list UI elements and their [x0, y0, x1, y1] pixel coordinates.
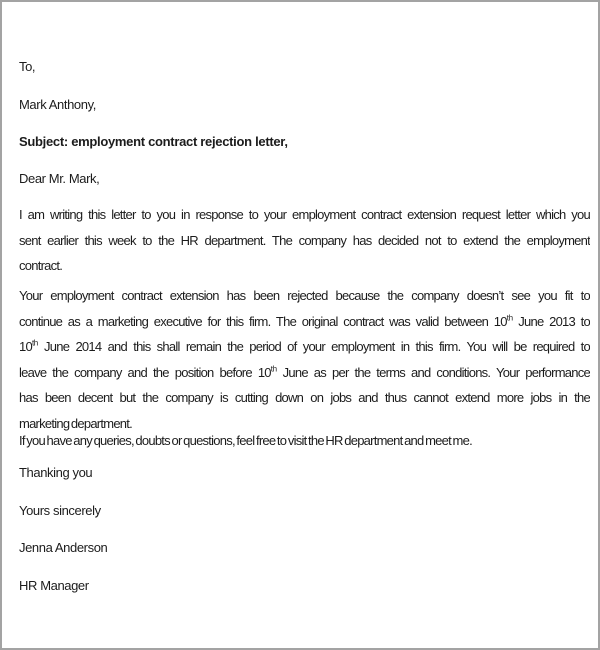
paragraph-line	[19, 253, 590, 279]
paragraph-line	[19, 283, 590, 309]
paragraph-line	[19, 202, 590, 228]
text-segment: June as per the terms and conditions. Your performance	[276, 364, 590, 380]
letter-recipient: Mark Anthony,	[19, 97, 96, 112]
letter-closing-sincerely: Yours sincerely	[19, 503, 101, 518]
text-segment: June 2014 and this shall remain the period of your employment in this firm. You will be required to	[37, 339, 590, 354]
ordinal-superscript: th	[270, 364, 277, 374]
text-segment: has been decent but the company is cutting down on jobs and thus cannot extend more jobs in the	[19, 390, 590, 405]
text-segment: leave the company and the position before 10	[19, 364, 271, 380]
letter-to: To,	[19, 59, 36, 74]
ordinal-superscript: th	[506, 313, 513, 323]
text-segment: contract.	[19, 258, 63, 273]
letter-subject: Subject: employment contract rejection letter,	[19, 134, 288, 149]
paragraph-line	[19, 428, 590, 454]
paragraph-line	[19, 228, 590, 254]
text-segment: I am writing this letter to you in response to your employment contract extension request letter which you	[19, 207, 590, 222]
paragraph-line	[19, 385, 590, 411]
text-segment: 10	[19, 339, 32, 354]
paragraph	[19, 202, 590, 279]
text-segment: marketing department.	[19, 415, 133, 431]
signature-title: HR Manager	[19, 578, 89, 593]
text-segment: If you have any queries, doubts or questions, feel free to visit the HR department and meet me.	[19, 433, 472, 448]
text-segment: continue as a marketing executive for this firm. The original contract was valid between 10	[19, 313, 507, 329]
text-segment: Your employment contract extension has been rejected because the company doesn’t see you fit to	[19, 288, 590, 303]
paragraph-line	[19, 309, 590, 335]
letter-greeting: Dear Mr. Mark,	[19, 171, 100, 186]
letter-closing-thanks: Thanking you	[19, 465, 93, 480]
paragraph	[19, 283, 590, 436]
text-segment: sent earlier this week to the HR department. The company has decided not to extend the employment	[19, 232, 590, 248]
signature-name: Jenna Anderson	[19, 540, 108, 555]
paragraph-line	[19, 360, 590, 386]
paragraph-line	[19, 334, 590, 360]
text-segment: June 2013 to	[512, 313, 590, 329]
ordinal-superscript: th	[31, 338, 38, 348]
paragraph	[19, 428, 590, 454]
